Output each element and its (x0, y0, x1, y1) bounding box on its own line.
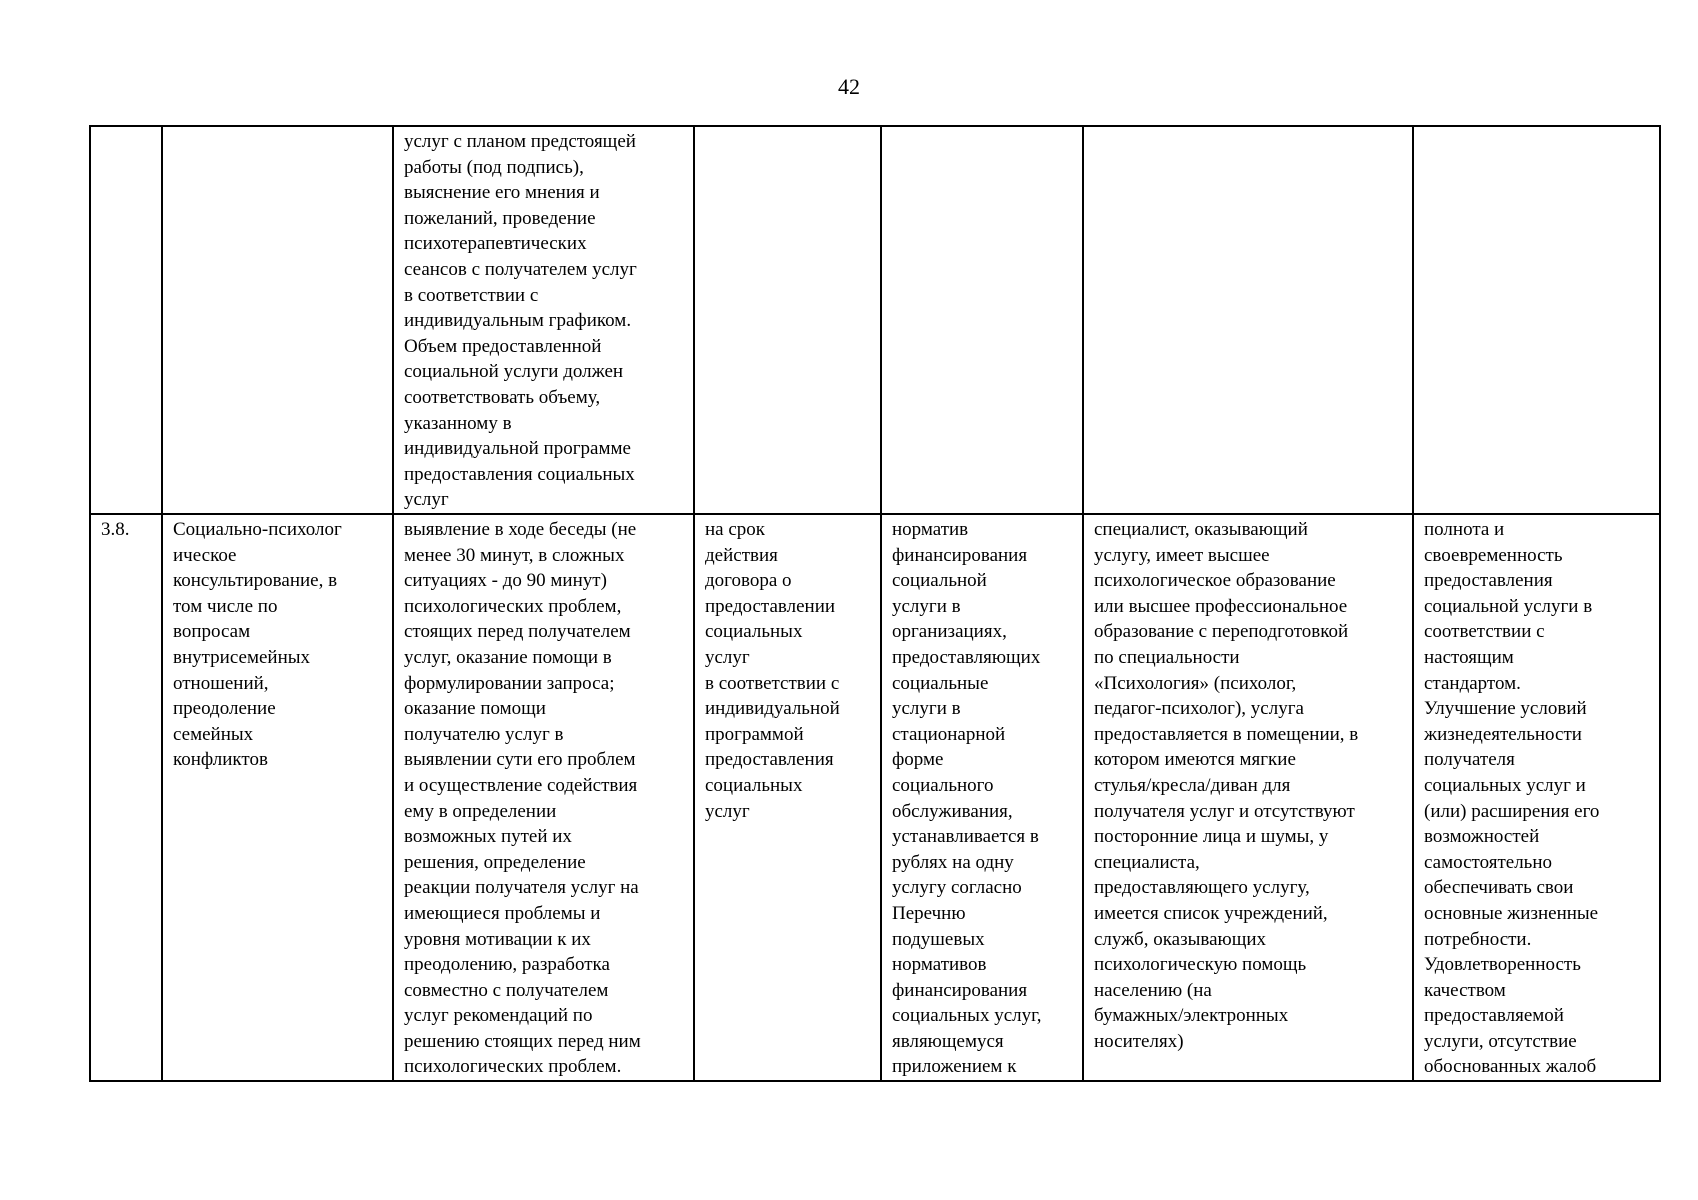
cell-conditions: специалист, оказывающий услугу, имеет высшее психологическое образование или высшее профессиональное образование с переподготовкой по специальности «Психология» (психолог, педагог-психолог), услуга предоставляется в помещении, в котором имеются мягкие стулья/кресла/диван для получателя услуг и отсутствуют посторонние лица и шумы, у специалиста, предоставляющего услугу, имеется список учреждений, служб, оказывающих психологическую помощь населению (на бумажных/электронных носителях) (1083, 514, 1413, 1081)
cell-service-name (162, 126, 393, 514)
cell-norm (881, 126, 1083, 514)
page-number: 42 (838, 74, 860, 99)
cell-term: на срок действия договора о предоставлении социальных услуг в соответствии с индивидуальной программой предоставления социальных услуг (694, 514, 881, 1081)
cell-quality (1413, 126, 1660, 514)
cell-term (694, 126, 881, 514)
cell-number (90, 126, 162, 514)
cell-conditions (1083, 126, 1413, 514)
cell-description: услуг с планом предстоящей работы (под подпись), выяснение его мнения и пожеланий, проведение психотерапевтических сеансов с получателем услуг в соответствии с индивидуальным графиком. Объем предоставленной социальной услуги должен соответствовать объему, указанному в индивидуальной программе предоставления социальных услуг (393, 126, 694, 514)
cell-quality: полнота и своевременность предоставления социальной услуги в соответствии с настоящим стандартом. Улучшение условий жизнедеятельности получателя социальных услуг и (или) расширения его возможностей самостоятельно обеспечивать свои основные жизненные потребности. Удовлетворенность качеством предоставляемой услуги, отсутствие обоснованных жалоб (1413, 514, 1660, 1081)
cell-service-name: Социально-психолог ическое консультирование, в том числе по вопросам внутрисемейных отношений, преодоление семейных конфликтов (162, 514, 393, 1081)
cell-norm: норматив финансирования социальной услуги в организациях, предоставляющих социальные услуги в стационарной форме социального обслуживания, устанавливается в рублях на одну услугу согласно Перечню подушевых нормативов финансирования социальных услуг, являющемуся приложением к (881, 514, 1083, 1081)
table-row (90, 514, 1660, 1081)
cell-number: 3.8. (90, 514, 162, 1081)
cell-description: выявление в ходе беседы (не менее 30 минут, в сложных ситуациях - до 90 минут) психологических проблем, стоящих перед получателем услуг, оказание помощи в формулировании запроса; оказание помощи получателю услуг в выявлении сути его проблем и осуществление содействия ему в определении возможных путей их решения, определение реакции получателя услуг на имеющиеся проблемы и уровня мотивации к их преодолению, разработка совместно с получателем услуг рекомендаций по решению стоящих перед ним психологических проблем. (393, 514, 694, 1081)
table-row (90, 126, 1660, 514)
services-table (89, 125, 1661, 1082)
